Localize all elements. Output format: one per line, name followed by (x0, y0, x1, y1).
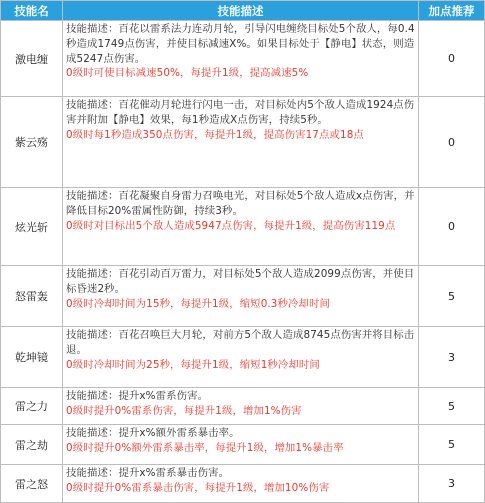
table-row (1, 188, 485, 266)
table-row (1, 465, 485, 503)
skill-points: 0 (419, 21, 485, 97)
skill-desc-cell (63, 188, 419, 266)
skill-points: 3 (419, 465, 485, 503)
skill-name: 雷之力 (1, 388, 63, 425)
skill-upgrade: 0级时提升0%雷系伤害，每提升1级，增加1%伤害 (66, 404, 302, 417)
skill-upgrade: 0级时可使目标减速50%，每提升1级，提高减速5% (66, 67, 309, 80)
skill-desc-cell (63, 425, 419, 465)
skill-points: 5 (419, 425, 485, 465)
skill-name: 乾坤镜 (1, 327, 63, 388)
table-row (1, 97, 485, 188)
skill-name: 雷之劫 (1, 425, 63, 465)
table-row (1, 425, 485, 465)
skill-name: 怒雷轰 (1, 266, 63, 327)
skill-upgrade: 0级时每1秒造成350点伤害，每提升1级，提高伤害17点或18点 (66, 128, 364, 141)
skill-desc-cell (63, 97, 419, 188)
skill-points: 5 (419, 388, 485, 425)
skill-upgrade: 0级时冷却时间为15秒，每提升1级，缩短0.3秒冷却时间 (66, 297, 330, 310)
skill-desc: 技能描述：提升x%雷系伤害。 (66, 390, 209, 402)
skill-desc-cell (63, 465, 419, 503)
skill-desc: 技能描述：提升x%额外雷系暴击率。 (66, 427, 240, 439)
skill-desc: 技能描述：提升x%雷系暴击伤害。 (66, 467, 230, 479)
skill-name: 炫光斩 (1, 188, 63, 266)
skill-points: 0 (419, 188, 485, 266)
table-row (1, 266, 485, 327)
skill-desc: 技能描述：百花召唤巨大月轮，对前方5个敌人造成8745点伤害并将目标击退。 (66, 329, 415, 356)
skill-points: 3 (419, 327, 485, 388)
table-row (1, 21, 485, 97)
skill-desc-cell (63, 388, 419, 425)
skill-upgrade: 0级时对目标出5个敌人造成5947点伤害，每提升1级，提高伤害119点 (66, 219, 396, 232)
skill-desc-cell (63, 21, 419, 97)
header-skill-name: 技能名 (1, 1, 63, 21)
skill-points: 5 (419, 266, 485, 327)
table-row (1, 327, 485, 388)
table-row (1, 388, 485, 425)
skill-desc: 技能描述：百花凝聚自身雷力召唤电光，对目标处5个敌人造成x点伤害，并降低目标20%雷属性防御，持续3秒。 (66, 190, 415, 217)
skill-desc: 技能描述：百花催动月轮进行闪电一击，对目标处内5个敌人造成1924点伤害并附加【静电】效果，每1秒造成X点伤害，持续5秒。 (66, 99, 415, 126)
skill-desc-cell (63, 266, 419, 327)
skill-points: 0 (419, 97, 485, 188)
header-skill-desc: 技能描述 (63, 1, 419, 21)
header-points: 加点推荐 (419, 1, 485, 21)
skill-desc: 技能描述：百花引动百万雷力，对目标处5个敌人造成2099点伤害，并使目标昏迷2秒。 (66, 268, 415, 295)
skill-name: 紫云殇 (1, 97, 63, 188)
skill-desc: 技能描述：百花以雷系法力连动月轮，引导闪电缠绕目标处5个敌人，每0.4秒造成1749点伤害，并使目标减速X%。如果目标处于【静电】状态，则造成5247点伤害。 (66, 23, 415, 65)
skill-upgrade: 0级时提升0%额外雷系暴击率，每提升1级，增加1%暴击率 (66, 441, 344, 454)
skill-name: 雷之怒 (1, 465, 63, 503)
skill-name: 激电缠 (1, 21, 63, 97)
skill-upgrade: 0级时提升0%雷系暴击伤害，每提升1级，增加10%伤害 (66, 481, 330, 494)
skill-upgrade: 0级时冷却时间为25秒，每提升1级，缩短1秒冷却时间 (66, 358, 320, 371)
skill-desc-cell (63, 327, 419, 388)
table-header-row (1, 1, 485, 21)
